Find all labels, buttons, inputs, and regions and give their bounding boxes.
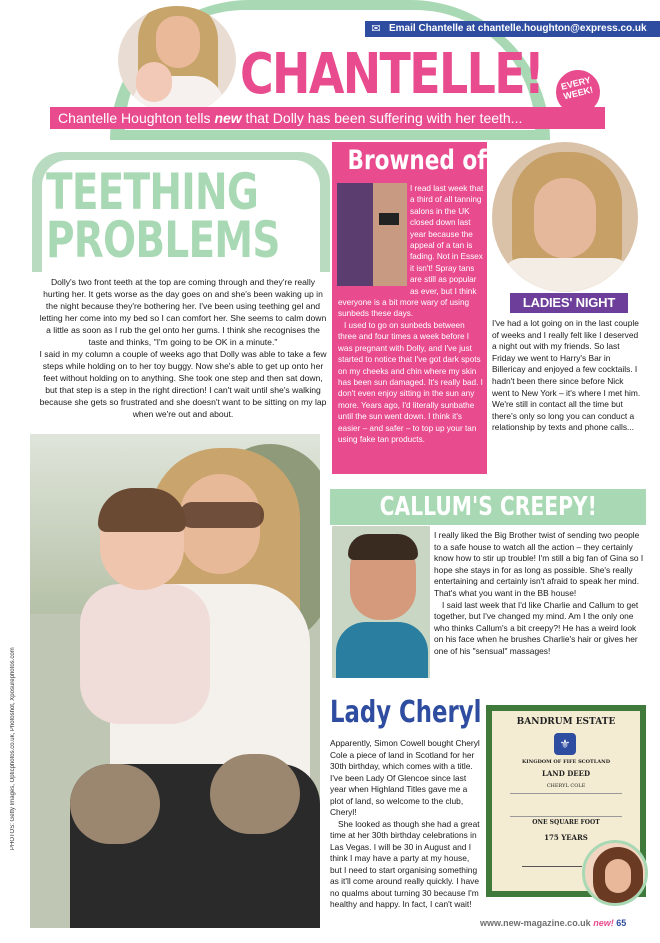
- callum-body: [434, 530, 644, 658]
- callum-paragraph: I really liked the Big Brother twist of sending two people to a safe house to watch all the action – they certainly know how to stir up trouble! I'm still a big fan of Gina so I hope she stays in for as long as possible. She's really entertaining and certainly isn't afraid to speak her mind. That's what you want in the BB house!: [434, 530, 644, 598]
- teething-line-2: PROBLEMS: [46, 211, 280, 269]
- cheryl-paragraph: Apparently, Simon Cowell bought Cheryl Cole a piece of land in Scotland for her 30th birthday, which comes with a title. I've been Lady Of Glencoe since last year when Highland Titles gave me a plot of land, so welcome to the club, Cheryl!: [330, 738, 480, 817]
- browned-off-title: Browned off!: [347, 145, 505, 176]
- ladies-night-tag: LADIES' NIGHT: [510, 293, 628, 313]
- subtitle-post: that Dolly has been suffering with her teeth...: [241, 110, 523, 126]
- browned-paragraph: I read last week that a third of all tanning salons in the UK closed down last year because the appeal of a tan is fading. Not in Essex it isn't! Spray tans are still as popular as ever, but I think everyone is a bit more wary of using sunbeds these days.: [338, 184, 484, 319]
- callum-paragraph: I said last week that I'd like Charlie and Callum to get together, but I've changed my mind. Am I the only one who thinks Callum's a bit creepy?! He has a weird look on his face when he brushes Charlie's hair or gives her one of his "sensual" massages!: [434, 599, 639, 656]
- photo-credit: PHOTOS: Getty Images, Opticphotos.co.uk, Photoshot, Xposurephotos.com: [10, 647, 16, 850]
- deed-land: LAND DEED: [541, 769, 591, 778]
- page-number: 65: [616, 918, 627, 928]
- callum-photo: [332, 526, 430, 678]
- teething-body: [38, 276, 328, 420]
- deed-estate: BANDRUM ESTATE: [516, 717, 616, 727]
- deed-signature: [522, 857, 582, 867]
- email-bar[interactable]: Email Chantelle at chantelle.houghton@express.co.uk: [365, 21, 660, 37]
- cheryl-paragraph: She looked as though she had a great time at her 30th birthday celebrations in Las Vegas. I will be 30 in August and I think I may have a party at my house, but I need to start organising something as it'll come around really quickly. I have no qualms about turning 30 because I'm healthy and happy. In fact, I can't wait!: [330, 818, 480, 909]
- browned-off-body: [338, 183, 484, 445]
- subtitle-pre: Chantelle Houghton tells: [58, 110, 215, 126]
- cheryl-portrait: [582, 840, 648, 906]
- deed-fine-print: [510, 793, 622, 817]
- deed-sqft: ONE SQUARE FOOT: [532, 819, 600, 826]
- deed-kingdom: KINGDOM OF FIFE SCOTLAND: [521, 759, 611, 765]
- browned-paragraph: I used to go on sunbeds between three and four times a week before I was pregnant with Dolly, and I've just started to notice that I've got dark spots on my cheeks and chin where my skin has been sun damaged. It's really bad. I don't even enjoy sitting in the sun any more. Years ago, I'd literally sunbathe until the sun went down. I think it's easier – and safer – to top up your tan using fake tan products.: [338, 320, 483, 444]
- deed-years: 175 YEARS: [544, 833, 588, 842]
- teething-line-1: TEETHING: [46, 163, 259, 221]
- ladies-night-photo: [492, 142, 638, 292]
- ladies-night-body: I've had a lot going on in the last couple of weeks and I really felt like I deserved a night out with my friends. So last Friday we went to Harry's Bar in Billericay and enjoyed a few cocktails. I hadn't been there since before Nick went to New York – it's where I met him. We're still in contact all the time but there's only so long you can conduct a relationship by texts and phone calls...: [492, 318, 641, 433]
- every-week-badge: EVERY WEEK!: [551, 65, 604, 118]
- email-icon: ✉: [371, 23, 381, 35]
- subtitle-bar: [50, 107, 605, 129]
- deed-name: CHERYL COLE: [546, 783, 586, 789]
- lady-cheryl-title: Lady Cheryl: [330, 695, 482, 730]
- main-photo: [30, 434, 320, 928]
- footer-url[interactable]: www.new-magazine.co.uk: [480, 918, 591, 928]
- teething-paragraph: Dolly's two front teeth at the top are coming through and they're really hurting her. It gets worse as the day goes on and she's been waking up in the night because they're bothering her. I've been using teething gel and letting her come into my bed so I can comfort her. She seems to calm down a little as soon as I rub the gel onto her gums. I think she recognises the taste and thinks, "I'm going to be OK in a minute.": [39, 277, 327, 347]
- footer-brand: new!: [593, 918, 614, 928]
- teething-headline: [46, 163, 280, 269]
- lady-cheryl-body: [330, 738, 482, 911]
- callum-title: CALLUM'S CREEPY!: [379, 492, 597, 522]
- page-footer: [480, 918, 650, 932]
- chantelle-portrait: [118, 6, 236, 114]
- callum-banner: [330, 489, 646, 525]
- teething-paragraph: I said in my column a couple of weeks ago that Dolly was able to take a few steps while holding on to her toy buggy. Now she's able to get up onto her feet without holding on to anything. She took one step and then sat down, but that step is a step in the right direction! I can't wait until she's walking because she gets so frustrated and she doesn't want to be sitting on my lap when we're out and about.: [39, 349, 327, 419]
- crest-icon: ⚜: [554, 733, 576, 755]
- subtitle-brand: new: [214, 110, 242, 126]
- column-title: CHANTELLE!: [240, 42, 544, 107]
